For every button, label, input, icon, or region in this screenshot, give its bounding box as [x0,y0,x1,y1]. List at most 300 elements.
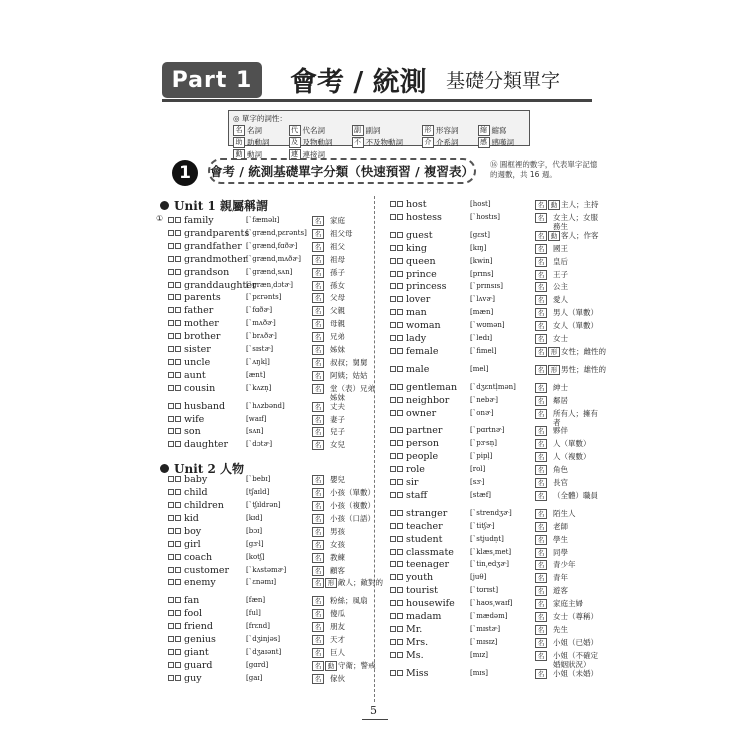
checkbox-pair[interactable] [390,283,403,289]
review-checkbox[interactable] [168,597,174,603]
review-checkbox[interactable] [168,649,174,655]
review-checkbox[interactable] [390,309,396,315]
vocab-row [168,607,378,620]
phonetic: [ˋstrendʒɚ] [470,508,512,517]
review-checkbox[interactable] [397,574,403,580]
checkbox-pair[interactable] [168,441,181,447]
checkbox-pair[interactable] [168,346,181,352]
vocab-word: baby [184,474,208,486]
pos-tags [312,596,324,606]
review-checkbox[interactable] [390,335,396,341]
checkbox-pair[interactable] [390,613,403,619]
review-checkbox[interactable] [175,403,181,409]
vocab-word: parents [184,292,221,304]
phonetic: [ˋdɔtɚ] [246,440,273,449]
vocab-row [168,672,378,685]
phonetic: [kwin] [470,256,493,265]
meaning: 遊客 [553,586,568,596]
review-checkbox[interactable] [175,307,181,313]
checkbox-pair[interactable] [390,427,403,433]
checkbox-pair[interactable] [168,567,181,573]
phonetic: [ˋtʃɪldrən] [246,501,281,509]
review-checkbox[interactable] [390,232,396,238]
pos-legend [228,110,530,159]
vocab-row [168,304,378,317]
review-checkbox[interactable] [397,549,403,555]
review-checkbox[interactable] [397,309,403,315]
pos-tag: 名 [312,384,324,394]
review-checkbox[interactable] [397,466,403,472]
meaning: 阿姨；姑姑 [330,370,368,380]
review-checkbox[interactable] [168,528,174,534]
checkbox-pair[interactable] [390,574,403,580]
vocab-word: male [406,363,430,375]
checkbox-pair[interactable] [168,579,181,585]
review-checkbox[interactable] [397,322,403,328]
pos-tag: 名 [312,268,324,278]
review-checkbox[interactable] [390,453,396,459]
review-checkbox[interactable] [397,453,403,459]
vocab-word: girl [184,538,201,550]
pos-tag: 名 [535,213,547,223]
review-checkbox[interactable] [175,649,181,655]
checkbox-pair[interactable] [168,359,181,365]
review-checkbox[interactable] [168,372,174,378]
checkbox-pair[interactable] [390,670,403,676]
vocab-word: sir [406,477,419,488]
review-checkbox[interactable] [168,636,174,642]
checkbox-pair[interactable] [168,372,181,378]
review-checkbox[interactable] [397,479,403,485]
pos-tag: 名 [312,661,324,671]
meaning: 公主 [553,282,568,292]
legend-grid [233,125,525,160]
checkbox-pair[interactable] [168,541,181,547]
pos-tags [312,332,324,342]
vocab-row [168,499,378,512]
checkbox-pair[interactable] [390,549,403,555]
pos-tags [535,213,547,223]
review-checkbox[interactable] [397,440,403,446]
review-checkbox[interactable] [168,269,174,275]
review-checkbox[interactable] [175,416,181,422]
checkbox-pair[interactable] [168,320,181,326]
checkbox-pair[interactable] [168,476,181,482]
checkbox-pair[interactable] [390,245,403,251]
review-checkbox[interactable] [390,613,396,619]
review-checkbox[interactable] [390,245,396,251]
review-checkbox[interactable] [397,348,403,354]
checkbox-pair[interactable] [390,232,403,238]
vocab-row [168,659,378,672]
checkbox-pair[interactable] [390,492,403,498]
legend-label: 代名詞 [302,126,325,135]
vocab-row [390,345,606,358]
checkbox-pair[interactable] [390,479,403,485]
vocab-row [168,594,378,607]
review-checkbox[interactable] [390,322,396,328]
review-checkbox[interactable] [168,243,174,249]
review-checkbox[interactable] [390,670,396,676]
review-checkbox[interactable] [397,523,403,529]
checkbox-pair[interactable] [390,309,403,315]
review-checkbox[interactable] [390,366,396,372]
vocab-row [168,291,378,304]
review-checkbox[interactable] [168,579,174,585]
checkbox-pair[interactable] [168,662,181,668]
pos-tag: 名 [312,345,324,355]
review-checkbox[interactable] [168,502,174,508]
review-checkbox[interactable] [168,385,174,391]
pos-tags [312,306,324,316]
review-checkbox[interactable] [175,579,181,585]
part-label: Part [171,67,228,93]
meaning: 傻瓜 [330,609,345,619]
review-checkbox[interactable] [390,492,396,498]
review-checkbox[interactable] [168,217,174,223]
vocab-word: people [406,451,439,463]
review-checkbox[interactable] [168,230,174,236]
checkbox-pair[interactable] [390,335,403,341]
review-checkbox[interactable] [390,466,396,472]
review-checkbox[interactable] [175,282,181,288]
checkbox-pair[interactable] [390,348,403,354]
review-checkbox[interactable] [168,403,174,409]
review-checkbox[interactable] [397,271,403,277]
review-checkbox[interactable] [168,675,174,681]
review-checkbox[interactable] [168,554,174,560]
phonetic: [ˋhaʊs͵waɪf] [470,599,513,608]
review-checkbox[interactable] [175,597,181,603]
checkbox-pair[interactable] [168,528,181,534]
review-checkbox[interactable] [390,271,396,277]
checkbox-pair[interactable] [168,489,181,495]
review-checkbox[interactable] [390,397,396,403]
review-checkbox[interactable] [175,675,181,681]
meaning: 小姐（不確定婚姻狀況） [553,650,598,669]
review-checkbox[interactable] [175,554,181,560]
review-checkbox[interactable] [168,333,174,339]
vocab-word: uncle [184,356,211,368]
pos-tags [312,540,324,550]
meaning: 朋友 [330,622,345,632]
meaning: 母親 [330,319,345,329]
checkbox-pair[interactable] [168,554,181,560]
pos-tags [312,402,324,412]
checkbox-pair[interactable] [168,403,181,409]
phonetic: [prɪns] [470,269,494,278]
review-checkbox[interactable] [168,662,174,668]
review-checkbox[interactable] [168,416,174,422]
review-checkbox[interactable] [397,366,403,372]
checkbox-pair[interactable] [390,639,403,645]
checkbox-pair[interactable] [168,636,181,642]
meaning: 父母 [330,293,345,303]
checkbox-pair[interactable] [390,600,403,606]
review-checkbox[interactable] [168,359,174,365]
checkbox-pair[interactable] [168,610,181,616]
checkbox-pair[interactable] [168,385,181,391]
review-checkbox[interactable] [390,296,396,302]
vocab-row [168,486,378,499]
checkbox-pair[interactable] [390,510,403,516]
checkbox-pair[interactable] [390,536,403,542]
review-checkbox[interactable] [397,670,403,676]
review-checkbox[interactable] [397,626,403,632]
checkbox-pair[interactable] [390,271,403,277]
pos-tag: 名 [535,509,547,519]
review-checkbox[interactable] [390,626,396,632]
review-checkbox[interactable] [397,335,403,341]
review-checkbox[interactable] [390,652,396,658]
meaning: 孫女 [330,280,345,290]
review-checkbox[interactable] [168,282,174,288]
review-checkbox[interactable] [175,217,181,223]
review-checkbox[interactable] [168,541,174,547]
pos-tags [535,573,547,583]
checkbox-pair[interactable] [390,214,403,220]
review-checkbox[interactable] [397,258,403,264]
review-checkbox[interactable] [397,652,403,658]
legend-item [352,125,415,136]
review-checkbox[interactable] [390,479,396,485]
pos-tag: 助 [233,137,245,148]
review-checkbox[interactable] [175,243,181,249]
phonetic: [fæn] [246,596,266,605]
pos-tag: 名 [312,216,324,226]
review-checkbox[interactable] [175,359,181,365]
review-checkbox[interactable] [168,610,174,616]
review-checkbox[interactable] [175,636,181,642]
review-checkbox[interactable] [175,541,181,547]
review-checkbox[interactable] [175,346,181,352]
pos-tag: 名 [535,599,547,609]
review-checkbox[interactable] [175,515,181,521]
checkbox-pair[interactable] [390,626,403,632]
checkbox-pair[interactable] [390,523,403,529]
checkbox-pair[interactable] [390,410,403,416]
review-checkbox[interactable] [397,397,403,403]
review-checkbox[interactable] [390,427,396,433]
vocab-word: grandparents [184,227,250,239]
phonetic: [ˋmɪstɚ] [470,624,501,633]
review-checkbox[interactable] [390,561,396,567]
review-checkbox[interactable] [390,410,396,416]
vocab-row [168,330,378,343]
review-checkbox[interactable] [168,489,174,495]
review-checkbox[interactable] [397,600,403,606]
review-checkbox[interactable] [175,567,181,573]
checkbox-pair[interactable] [390,587,403,593]
pos-tag: 名 [312,648,324,658]
review-checkbox[interactable] [175,428,181,434]
meaning: 粉絲；風扇 [330,596,368,606]
pos-tags [535,452,547,462]
vocab-row [390,463,600,476]
pos-tags [535,231,560,241]
review-checkbox[interactable] [397,296,403,302]
checkbox-pair[interactable] [168,333,181,339]
review-checkbox[interactable] [168,320,174,326]
review-checkbox[interactable] [397,561,403,567]
review-checkbox[interactable] [175,320,181,326]
pos-tags [312,578,337,588]
review-checkbox[interactable] [175,610,181,616]
review-checkbox[interactable] [397,232,403,238]
review-checkbox[interactable] [168,256,174,262]
phonetic: [ˋpɛrənts] [246,293,282,302]
review-checkbox[interactable] [397,587,403,593]
pos-tags [535,257,547,267]
checkbox-pair[interactable] [390,453,403,459]
checkbox-pair[interactable] [168,282,181,288]
checkbox-pair[interactable] [390,397,403,403]
review-checkbox[interactable] [397,201,403,207]
checkbox-pair[interactable] [168,269,181,275]
checkbox-pair[interactable] [168,256,181,262]
checkbox-pair[interactable] [390,366,403,372]
checkbox-pair[interactable] [168,675,181,681]
checkbox-pair[interactable] [168,502,181,508]
checkbox-pair[interactable] [390,561,403,567]
pos-tags [535,612,547,622]
review-checkbox[interactable] [175,269,181,275]
review-checkbox[interactable] [175,623,181,629]
review-checkbox[interactable] [175,489,181,495]
review-checkbox[interactable] [390,523,396,529]
checkbox-pair[interactable] [390,652,403,658]
pos-tag: 名 [312,358,324,368]
review-checkbox[interactable] [397,492,403,498]
checkbox-pair[interactable] [390,258,403,264]
review-checkbox[interactable] [175,662,181,668]
review-checkbox[interactable] [390,587,396,593]
review-checkbox[interactable] [397,214,403,220]
pos-tag: 名 [312,635,324,645]
checkbox-pair[interactable] [168,623,181,629]
review-checkbox[interactable] [390,600,396,606]
vocab-word: king [406,242,427,254]
review-checkbox[interactable] [390,214,396,220]
checkbox-pair[interactable] [390,201,403,207]
pos-tags [535,651,547,661]
review-checkbox[interactable] [390,201,396,207]
review-checkbox[interactable] [390,384,396,390]
review-checkbox[interactable] [175,230,181,236]
review-checkbox[interactable] [168,623,174,629]
checkbox-pair[interactable] [168,416,181,422]
review-checkbox[interactable] [168,428,174,434]
review-checkbox[interactable] [168,294,174,300]
review-checkbox[interactable] [397,410,403,416]
review-checkbox[interactable] [397,536,403,542]
vocab-row [390,394,600,407]
page-title: 會考 / 統測 [290,67,427,98]
vocab-word: man [406,307,427,319]
legend-item [422,125,470,136]
pos-tag: 動 [233,149,245,160]
review-checkbox[interactable] [175,372,181,378]
review-checkbox[interactable] [397,283,403,289]
review-checkbox[interactable] [390,639,396,645]
phonetic: [ˋgrænd͵fɑðɚ] [246,241,298,250]
checkbox-pair[interactable] [168,515,181,521]
vocab-word: grandfather [184,240,242,252]
legend-item [478,125,526,136]
review-checkbox[interactable] [390,510,396,516]
pos-tag: 名 [535,321,547,331]
legend-label: 助動詞 [247,138,270,147]
review-checkbox[interactable] [397,384,403,390]
review-checkbox[interactable] [390,574,396,580]
review-checkbox[interactable] [175,476,181,482]
review-checkbox[interactable] [397,245,403,251]
review-checkbox[interactable] [397,510,403,516]
pos-tag: 名 [312,293,324,303]
checkbox-pair[interactable] [390,440,403,446]
review-checkbox[interactable] [397,639,403,645]
checkbox-pair[interactable] [168,230,181,236]
review-checkbox[interactable] [168,515,174,521]
review-checkbox[interactable] [168,441,174,447]
checkbox-pair[interactable] [168,649,181,655]
review-checkbox[interactable] [175,528,181,534]
review-checkbox[interactable] [390,258,396,264]
legend-label: 形容詞 [436,126,459,135]
checkbox-pair[interactable] [168,217,181,223]
vocab-word: classmate [406,546,454,558]
phonetic: [gaɪ] [246,673,263,682]
review-checkbox[interactable] [390,440,396,446]
checkbox-pair[interactable] [168,307,181,313]
pos-tag: 名 [535,282,547,292]
review-checkbox[interactable] [390,536,396,542]
checkbox-pair[interactable] [390,322,403,328]
review-checkbox[interactable] [397,427,403,433]
review-checkbox[interactable] [168,476,174,482]
review-checkbox[interactable] [168,567,174,573]
review-checkbox[interactable] [168,307,174,313]
review-checkbox[interactable] [175,294,181,300]
checkbox-pair[interactable] [168,243,181,249]
checkbox-pair[interactable] [390,296,403,302]
vocab-word: prince [406,268,437,280]
review-checkbox[interactable] [390,283,396,289]
page-number: 5 [370,704,377,717]
checkbox-pair[interactable] [168,428,181,434]
pos-tags [312,622,324,632]
review-checkbox[interactable] [168,346,174,352]
pos-tag: 名 [535,491,547,501]
review-checkbox[interactable] [390,549,396,555]
review-checkbox[interactable] [390,348,396,354]
review-checkbox[interactable] [175,502,181,508]
review-checkbox[interactable] [175,385,181,391]
checkbox-pair[interactable] [390,384,403,390]
checkbox-pair[interactable] [390,466,403,472]
checkbox-pair[interactable] [168,597,181,603]
review-checkbox[interactable] [175,441,181,447]
checkbox-pair[interactable] [168,294,181,300]
review-checkbox[interactable] [175,256,181,262]
header-divider [162,99,592,102]
review-checkbox[interactable] [397,613,403,619]
review-checkbox[interactable] [175,333,181,339]
vocab-row [390,198,600,211]
meaning: 所有人；擁有者 [553,408,598,427]
vocab-row [390,437,600,450]
vocab-row [168,473,378,486]
